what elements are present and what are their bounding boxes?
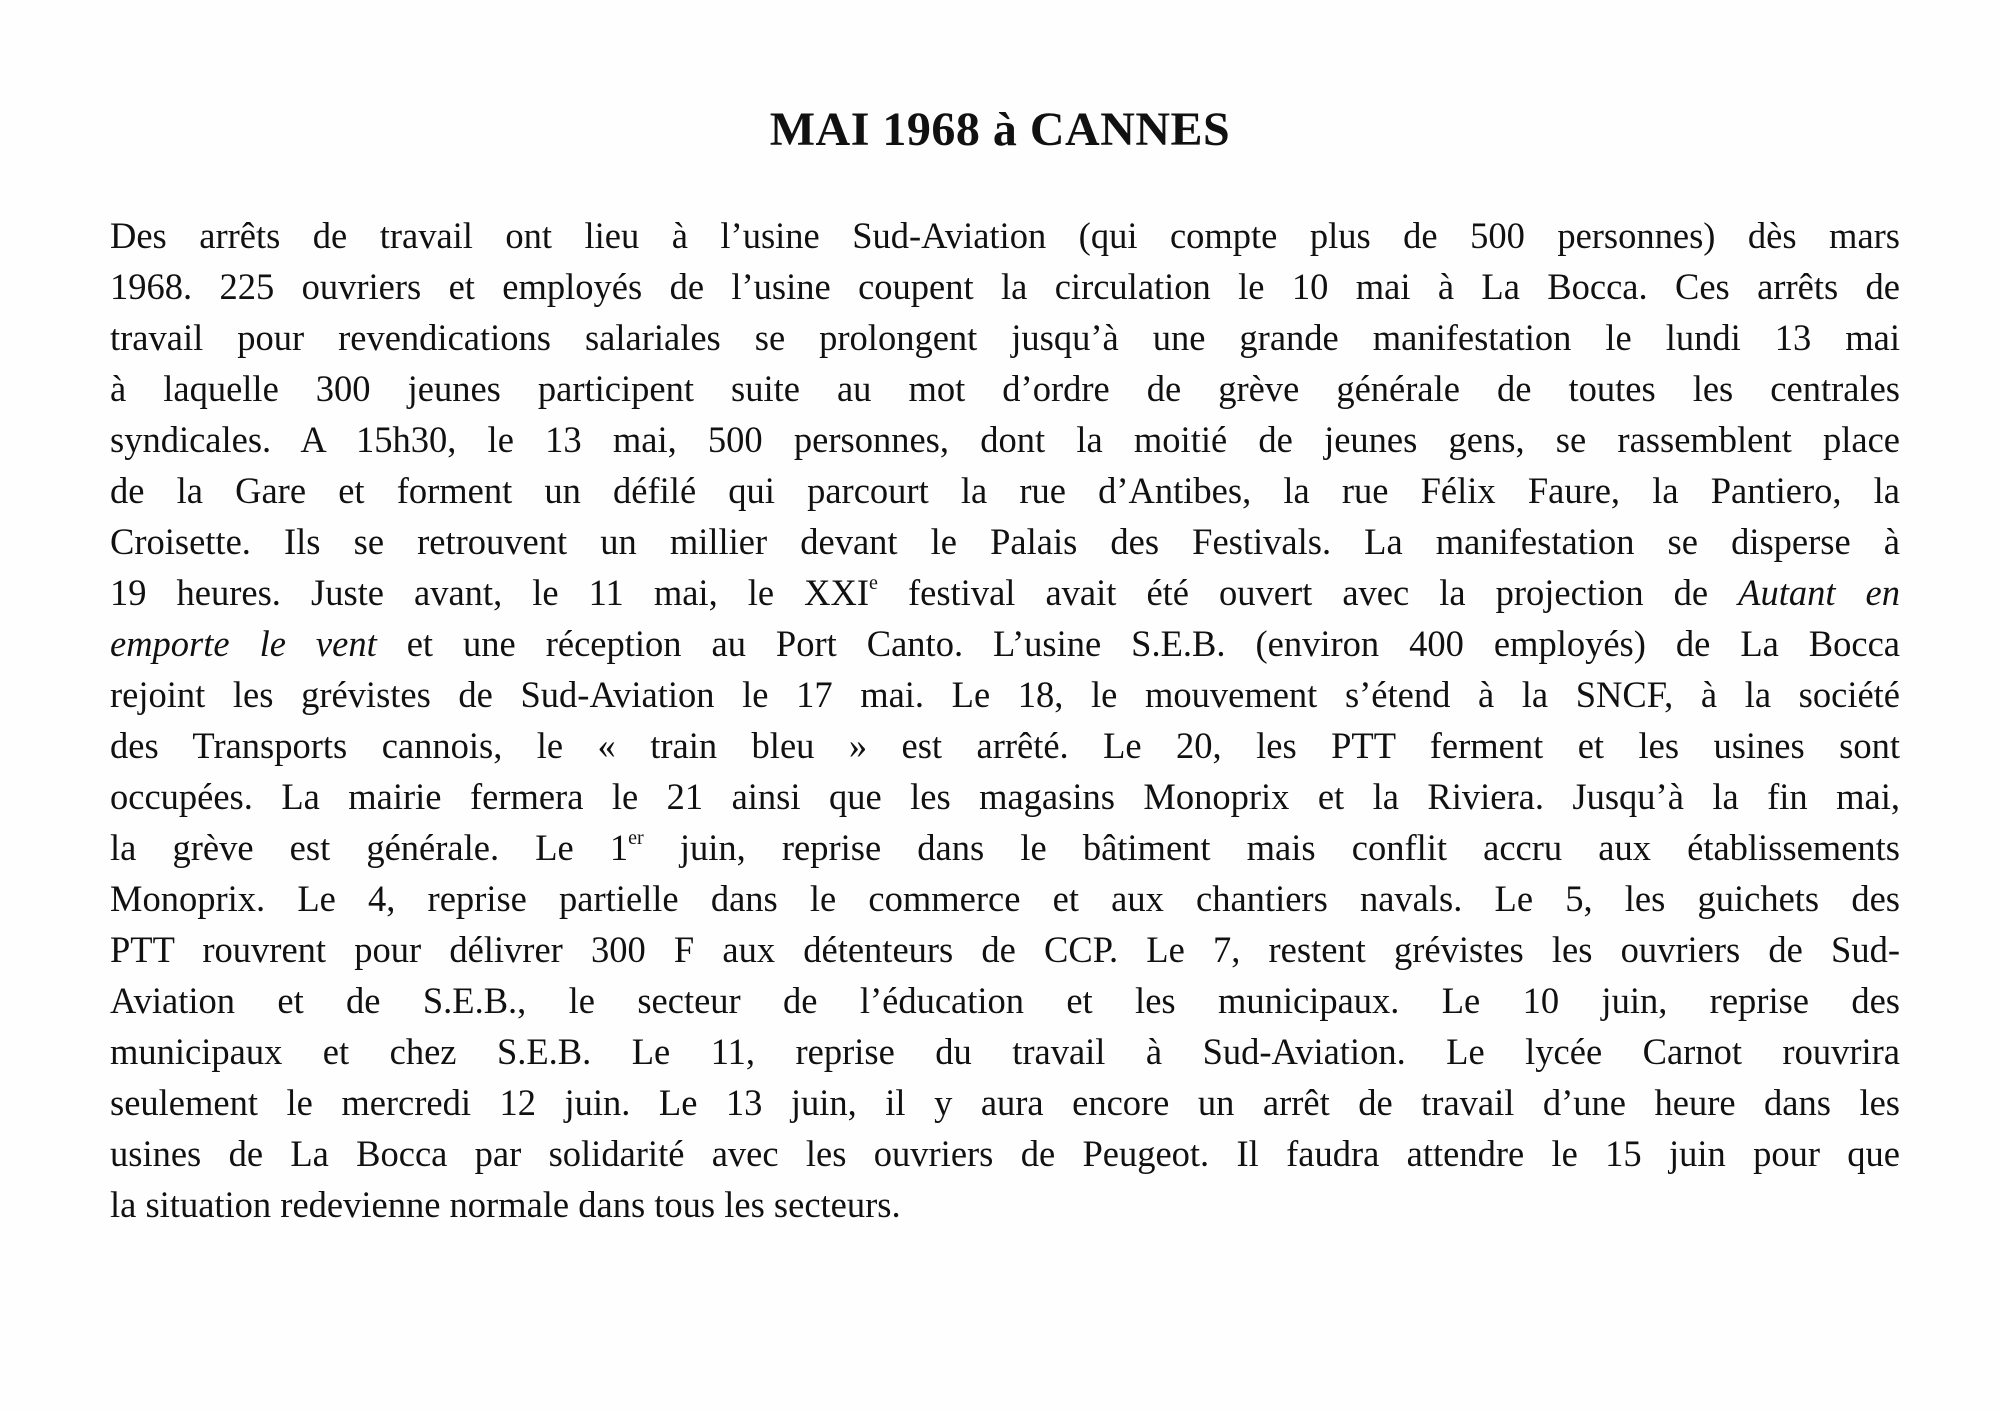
paragraph-line: emporte le vent et une réception au Port Canto. L’usine S.E.B. (environ 400 employés) de La Bocca <box>110 623 1900 664</box>
superscript: er <box>628 826 644 849</box>
paragraph-line: 19 heures. Juste avant, le 11 mai, le XXIe festival avait été ouvert avec la projection de Autant en <box>110 571 1900 613</box>
superscript: e <box>869 571 878 594</box>
paragraph-line: à laquelle 300 jeunes participent suite au mot d’ordre de grève générale de toutes les centrales <box>110 368 1900 409</box>
paragraph-line: rejoint les grévistes de Sud-Aviation le 17 mai. Le 18, le mouvement s’étend à la SNCF, à la société <box>110 674 1900 715</box>
paragraph-line: syndicales. A 15h30, le 13 mai, 500 personnes, dont la moitié de jeunes gens, se rassemblent place <box>110 419 1900 460</box>
film-title-italic: Autant en <box>1738 572 1900 613</box>
paragraph-line: occupées. La mairie fermera le 21 ainsi que les magasins Monoprix et la Riviera. Jusqu’à la fin mai, <box>110 776 1900 817</box>
paragraph-line: la grève est générale. Le 1er juin, reprise dans le bâtiment mais conflit accru aux établissements <box>110 826 1900 868</box>
paragraph-line: PTT rouvrent pour délivrer 300 F aux détenteurs de CCP. Le 7, restent grévistes les ouvriers de Sud- <box>110 929 1900 970</box>
paragraph-line: usines de La Bocca par solidarité avec les ouvriers de Peugeot. Il faudra attendre le 15 juin pour que <box>110 1133 1900 1174</box>
paragraph-line: la situation redevienne normale dans tous les secteurs. <box>110 1184 901 1225</box>
page-title: MAI 1968 à CANNES <box>769 103 1231 156</box>
paragraph-line: Croisette. Ils se retrouvent un millier devant le Palais des Festivals. La manifestation se disperse à <box>110 521 1900 562</box>
paragraph-line: Monoprix. Le 4, reprise partielle dans le commerce et aux chantiers navals. Le 5, les guichets des <box>110 878 1900 919</box>
body-paragraph <box>110 210 1900 1230</box>
paragraph-line: de la Gare et forment un défilé qui parcourt la rue d’Antibes, la rue Félix Faure, la Pantiero, la <box>110 470 1900 511</box>
paragraph-line: 1968. 225 ouvriers et employés de l’usine coupent la circulation le 10 mai à La Bocca. Ces arrêts de <box>110 266 1900 307</box>
paragraph-line: seulement le mercredi 12 juin. Le 13 juin, il y aura encore un arrêt de travail d’une heure dans les <box>110 1082 1900 1123</box>
paragraph-line: Des arrêts de travail ont lieu à l’usine Sud-Aviation (qui compte plus de 500 personnes) dès mars <box>110 215 1900 256</box>
paragraph-line: travail pour revendications salariales se prolongent jusqu’à une grande manifestation le lundi 13 mai <box>110 317 1900 358</box>
paragraph-line: des Transports cannois, le « train bleu » est arrêté. Le 20, les PTT ferment et les usines sont <box>110 725 1900 766</box>
paragraph-line: Aviation et de S.E.B., le secteur de l’éducation et les municipaux. Le 10 juin, reprise des <box>110 980 1900 1021</box>
film-title-italic: emporte le vent <box>110 623 377 664</box>
paragraph-line: municipaux et chez S.E.B. Le 11, reprise du travail à Sud-Aviation. Le lycée Carnot rouvrira <box>110 1031 1900 1072</box>
